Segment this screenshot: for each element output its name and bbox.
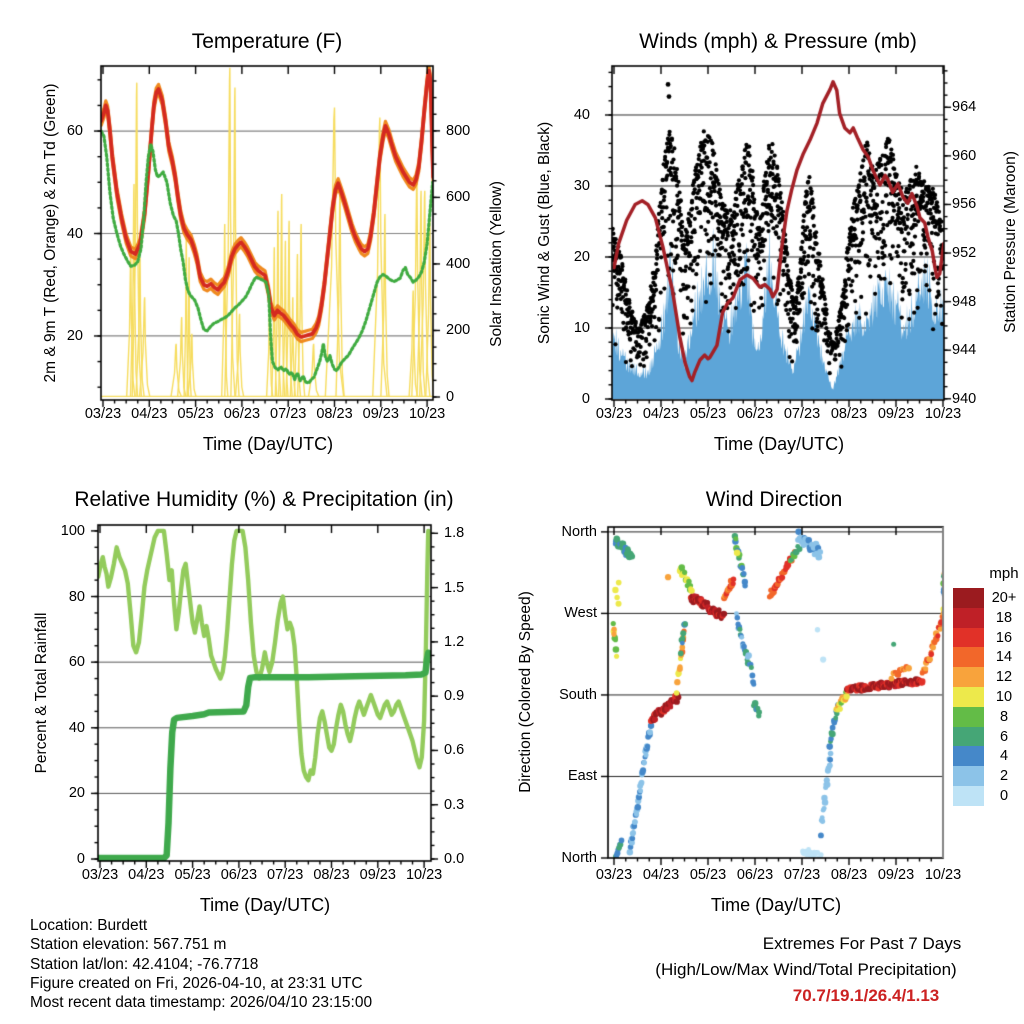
y-tick-label-solar: 600 [446,189,471,206]
y-tick-label-temp: 40 [66,225,83,242]
footer-location: Location: Burdett [30,917,148,934]
legend-label-20+: 20+ [991,590,1017,606]
x-tick-label: 03/23 [81,867,119,883]
y-tick-label-inches: 0.9 [444,688,465,705]
extremes-values: 70.7/19.1/26.4/1.13 [792,986,940,1005]
chart-title-winds-pressure: Winds (mph) & Pressure (mb) [639,30,917,53]
x-tick-label: 07/23 [270,406,307,422]
x-tick-label: 07/23 [783,406,821,422]
y-tick-label-inches: 0.3 [444,796,465,813]
y-tick-label-direction: North [561,850,597,866]
x-tick-label: 06/23 [736,867,774,883]
y-tick-label-percent: 20 [68,785,85,802]
y-tick-label-wind: 0 [581,391,590,407]
legend-swatch-0 [953,786,984,806]
x-axis-label-direction: Time (Day/UTC) [710,895,842,915]
y-tick-label-solar: 800 [446,122,471,139]
x-axis-label-winds: Time (Day/UTC) [713,434,845,454]
x-tick-label: 03/23 [84,406,122,422]
footer-elevation: Station elevation: 567.751 m [30,936,227,954]
footer-station-info [30,916,372,1012]
y-tick-label-direction: West [564,605,597,622]
y-tick-label-pressure: 956 [952,196,977,213]
x-tick-label: 10/23 [924,867,962,883]
extremes-title: Extremes For Past 7 Days [762,934,962,953]
x-tick-label: 04/23 [128,867,165,883]
legend-swatch-14 [953,647,984,667]
y-tick-label-pressure: 960 [952,147,977,164]
y-tick-label-direction: North [561,523,597,540]
y-tick-label-wind: 10 [573,320,590,336]
y-tick-label-percent: 0 [76,851,85,868]
legend-label-12: 12 [995,669,1013,686]
x-tick-label: 08/23 [313,867,350,883]
y-tick-label-pressure: 948 [952,293,977,310]
y-tick-label-wind: 30 [573,177,590,194]
y-tick-label-solar: 400 [446,255,471,272]
x-tick-label: 05/23 [689,406,727,422]
legend-swatch-16 [953,628,984,648]
y-tick-label-solar: 0 [446,389,455,405]
legend-swatch-2 [953,766,984,786]
x-tick-label: 03/23 [595,867,633,883]
x-tick-label: 04/23 [642,406,680,422]
legend-label-2: 2 [999,768,1009,785]
chart-title-wind-direction: Wind Direction [705,488,843,511]
chart-title-temperature: Temperature (F) [191,30,343,53]
legend-swatch-10 [953,687,984,707]
x-tick-label: 06/23 [223,406,261,422]
legend-swatch-18 [953,608,984,628]
footer-timestamp: Most recent data timestamp: 2026/04/10 23:15:00 [30,994,373,1012]
legend-label-18: 18 [995,609,1013,626]
y-tick-label-direction: South [559,686,597,703]
y-tick-label-wind: 20 [573,248,590,265]
x-tick-label: 10/23 [924,406,962,422]
x-tick-label: 06/23 [736,406,774,422]
y-axis-label-temperature-left: 2m & 9m T (Red, Orange) & 2m Td (Green) [42,83,59,383]
footer-created: Figure created on Fri, 2026-04-10, at 23:31 UTC [30,974,363,992]
x-tick-label: 05/23 [177,406,214,422]
x-tick-label: 09/23 [877,406,915,422]
x-axis-label-temperature: Time (Day/UTC) [202,434,334,454]
y-tick-label-percent: 60 [68,654,85,671]
y-tick-label-percent: 40 [68,719,85,736]
legend-swatch-12 [953,667,984,687]
legend-label-0: 0 [999,788,1009,804]
x-tick-label: 05/23 [689,867,727,883]
y-axis-label-pressure-right: Station Pressure (Maroon) [1002,151,1019,333]
x-tick-label: 04/23 [642,867,680,883]
x-tick-label: 03/23 [595,406,633,422]
x-tick-label: 10/23 [408,406,446,422]
y-axis-label-wind-left: Sonic Wind & Gust (Blue, Black) [536,121,553,345]
y-axis-label-direction: Direction (Colored By Speed) [517,591,534,793]
y-axis-label-percent-rainfall: Percent & Total Rainfall [33,612,50,774]
y-tick-label-percent: 80 [68,588,85,605]
x-tick-label: 09/23 [877,867,915,883]
x-axis-label-humidity: Time (Day/UTC) [199,895,331,915]
footer-latlon: Station lat/lon: 42.4104; -76.7718 [30,955,259,973]
y-tick-label-inches: 0.6 [444,742,465,759]
legend-label-8: 8 [999,708,1009,725]
x-tick-label: 09/23 [362,406,399,422]
x-tick-label: 06/23 [220,867,258,883]
y-tick-label-pressure: 964 [952,99,977,116]
y-tick-label-pressure: 952 [952,245,977,262]
y-tick-label-inches: 1.5 [444,579,465,596]
legend-swatch-8 [953,707,984,727]
y-tick-label-inches: 1.8 [444,525,465,542]
legend-label-14: 14 [995,649,1013,666]
x-tick-label: 07/23 [267,867,304,883]
y-tick-label-pressure: 944 [952,342,977,359]
y-tick-label-temp: 60 [66,123,83,140]
y-tick-label-inches: 1.2 [444,633,465,650]
legend-label-4: 4 [999,748,1009,765]
y-tick-label-pressure: 940 [952,390,977,407]
legend-label-10: 10 [995,689,1013,705]
legend-swatch-20+ [953,588,984,608]
legend-label-6: 6 [999,728,1009,745]
y-tick-label-direction: East [567,768,597,785]
chart-title-humidity-precip: Relative Humidity (%) & Precipitation (in) [74,488,454,511]
extremes-subtitle: (High/Low/Max Wind/Total Precipitation) [655,960,957,979]
x-tick-label: 10/23 [405,867,443,883]
legend-swatch-4 [953,746,984,766]
y-tick-label-wind: 40 [573,106,590,123]
x-tick-label: 04/23 [131,406,168,422]
legend-header: mph [989,565,1019,582]
y-axis-label-solar-right: Solar Insolation (Yellow) [488,181,505,347]
x-tick-label: 07/23 [783,867,821,883]
y-tick-label-temp: 20 [66,327,83,344]
x-tick-label: 09/23 [359,867,396,883]
legend-swatch-6 [953,727,984,747]
y-tick-label-percent: 100 [60,522,85,539]
legend-label-16: 16 [995,629,1013,646]
y-tick-label-solar: 200 [446,322,471,339]
x-tick-label: 08/23 [830,867,868,883]
y-tick-label-inches: 0.0 [444,851,465,867]
x-tick-label: 05/23 [174,867,211,883]
x-tick-label: 08/23 [316,406,353,422]
x-tick-label: 08/23 [830,406,868,422]
